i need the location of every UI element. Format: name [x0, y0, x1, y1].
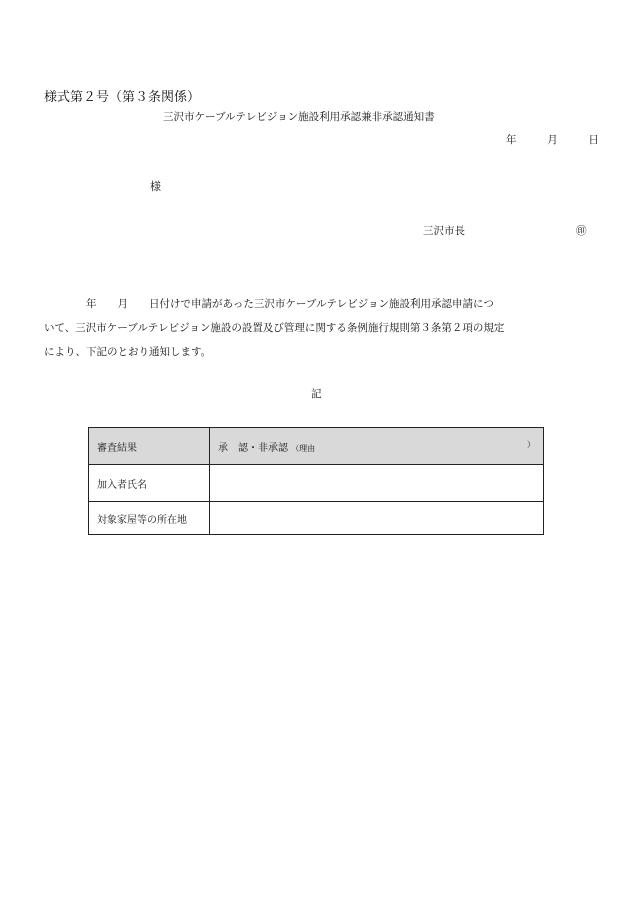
notice-body-line: 年 月 日付けで申請があった三沢市ケーブルテレビジョン施設利用承認申請につ — [44, 298, 494, 310]
seal-mark: ㊞ — [576, 225, 587, 237]
table-row — [89, 502, 544, 535]
date-line — [506, 132, 599, 147]
form-number: 様式第２号（第３条関係） — [44, 90, 201, 105]
ki-heading: 記 — [311, 388, 322, 400]
reason-open: （理由 — [291, 443, 316, 453]
review-result-value — [218, 439, 535, 454]
notice-body — [44, 292, 590, 364]
property-address-field[interactable] — [210, 502, 544, 535]
table-row — [89, 428, 544, 465]
approval-options: 承 認・非承認 — [218, 442, 288, 454]
issuer-name: 三沢市長 — [423, 225, 465, 237]
subscriber-name-label: 加入者氏名 — [89, 465, 210, 502]
result-table — [88, 427, 544, 535]
review-result-cell — [210, 428, 544, 465]
review-result-label: 審査結果 — [89, 428, 210, 465]
document-title: 三沢市ケーブルテレビジョン施設利用承認兼非承認通知書 — [163, 111, 435, 123]
notice-body-line: により、下記のとおり通知します。 — [44, 346, 212, 358]
addressee-suffix: 様 — [150, 180, 161, 193]
reason-close: ） — [527, 439, 535, 449]
notice-body-line: いて、三沢市ケーブルテレビジョン施設の設置及び管理に関する条例施行規則第３条第２項の規定 — [44, 322, 505, 334]
date-month-label: 月 — [547, 134, 558, 146]
date-day-label: 日 — [588, 134, 599, 146]
property-address-label: 対象家屋等の所在地 — [89, 502, 210, 535]
subscriber-name-field[interactable] — [210, 465, 544, 502]
date-year-label: 年 — [506, 134, 517, 146]
table-row — [89, 465, 544, 502]
